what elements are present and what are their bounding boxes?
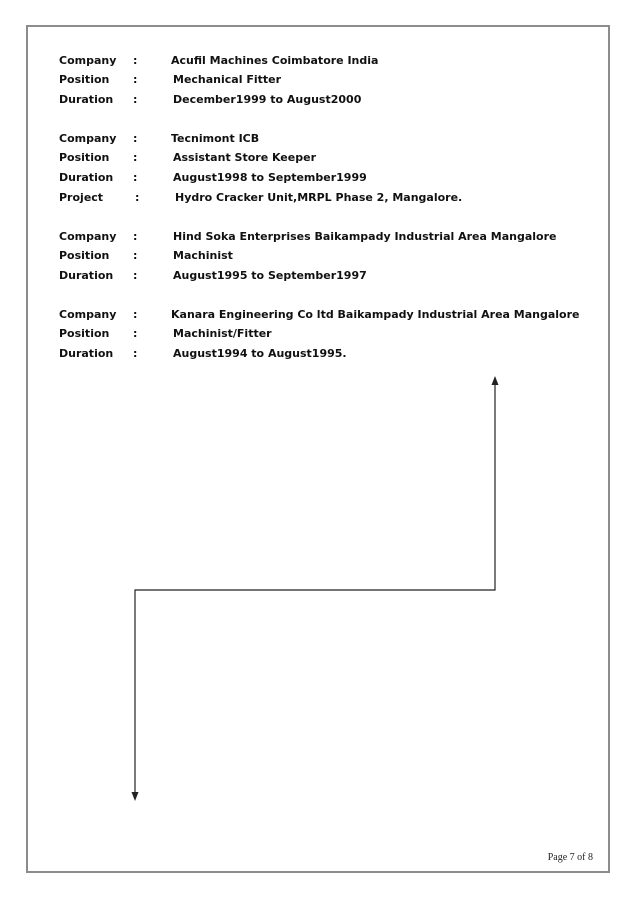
colon: : <box>133 269 138 282</box>
company-label: Company <box>59 54 117 67</box>
position-label: Position <box>59 327 110 340</box>
duration-value: August1994 to August1995. <box>173 347 347 360</box>
colon: : <box>133 327 138 340</box>
colon: : <box>133 249 138 262</box>
company-label: Company <box>59 230 117 243</box>
duration-value: August1995 to September1997 <box>173 269 367 282</box>
company-value: Tecnimont ICB <box>171 132 260 145</box>
position-value: Assistant Store Keeper <box>173 151 316 164</box>
duration-value: August1998 to September1999 <box>173 171 367 184</box>
project-value: Hydro Cracker Unit,MRPL Phase 2, Mangalore. <box>175 191 463 204</box>
duration-label: Duration <box>59 171 114 184</box>
connector-line <box>135 384 495 795</box>
duration-label: Duration <box>59 269 114 282</box>
colon: : <box>133 171 138 184</box>
duration-value: December1999 to August2000 <box>173 93 362 106</box>
arrowhead-up <box>492 376 499 385</box>
company-label: Company <box>59 308 117 321</box>
project-label: Project <box>59 191 104 204</box>
position-label: Position <box>59 249 110 262</box>
company-value: Acufil Machines Coimbatore India <box>171 54 379 67</box>
colon: : <box>133 54 138 67</box>
duration-label: Duration <box>59 347 114 360</box>
colon: : <box>133 308 138 321</box>
company-label: Company <box>59 132 117 145</box>
colon: : <box>133 230 138 243</box>
position-label: Position <box>59 73 110 86</box>
position-value: Machinist/Fitter <box>173 327 272 340</box>
colon: : <box>133 347 138 360</box>
colon: : <box>133 151 138 164</box>
company-value: Kanara Engineering Co ltd Baikampady Industrial Area Mangalore <box>171 308 580 321</box>
position-label: Position <box>59 151 110 164</box>
colon: : <box>135 191 140 204</box>
page-number: Page 7 of 8 <box>547 852 593 863</box>
company-value: Hind Soka Enterprises Baikampady Industrial Area Mangalore <box>173 230 557 243</box>
arrowhead-down <box>132 792 139 801</box>
colon: : <box>133 132 138 145</box>
colon: : <box>133 73 138 86</box>
colon: : <box>133 93 138 106</box>
position-value: Machinist <box>173 249 233 262</box>
duration-label: Duration <box>59 93 114 106</box>
position-value: Mechanical Fitter <box>173 73 282 86</box>
